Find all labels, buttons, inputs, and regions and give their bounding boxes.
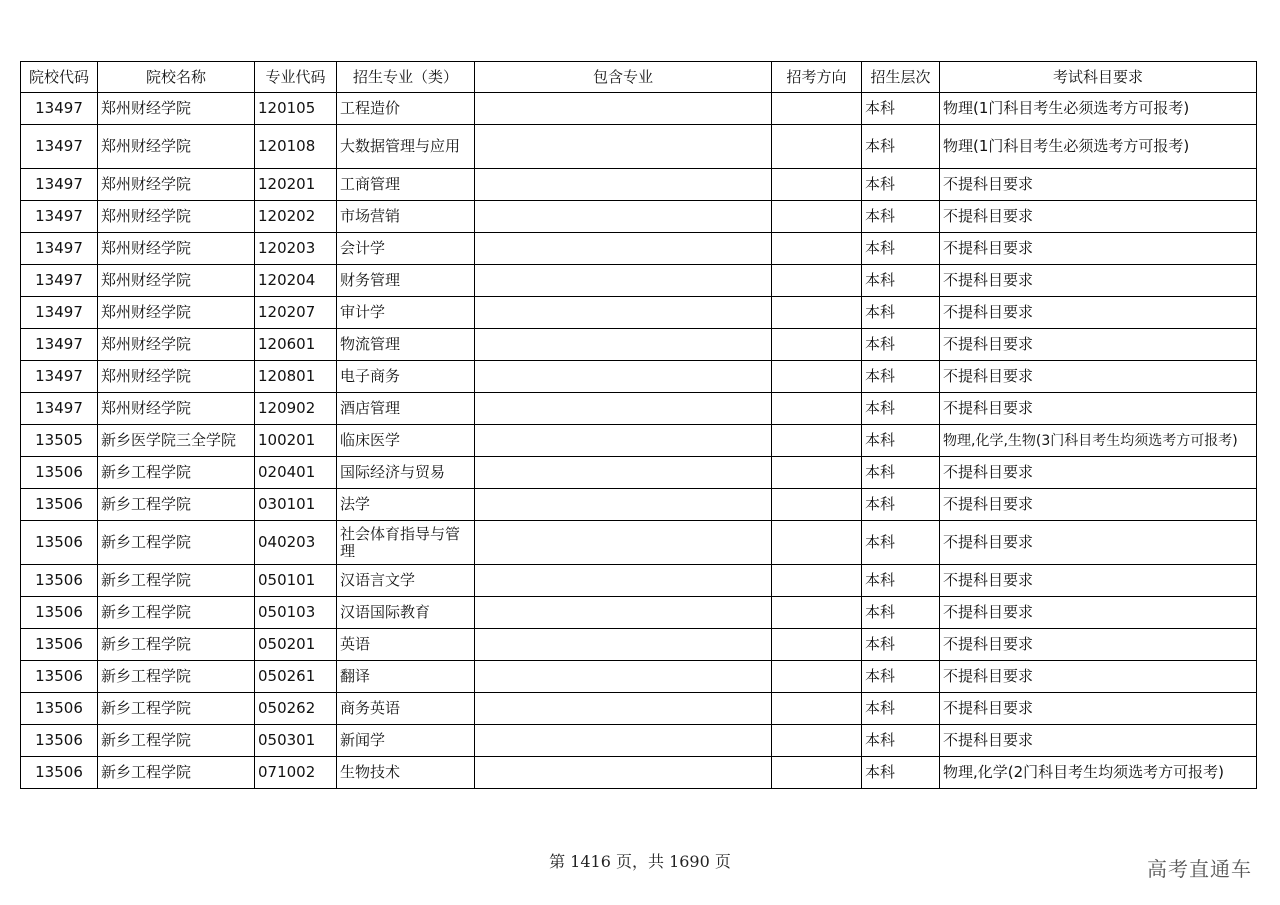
cell-included-majors xyxy=(475,201,772,233)
header-school-code: 院校代码 xyxy=(21,62,98,93)
cell-major: 会计学 xyxy=(337,233,475,265)
cell-school-name: 新乡工程学院 xyxy=(98,597,255,629)
table-row xyxy=(21,297,1257,329)
cell-included-majors xyxy=(475,725,772,757)
cell-major: 社会体育指导与管理 xyxy=(337,521,475,565)
table-row xyxy=(21,757,1257,789)
table-row xyxy=(21,725,1257,757)
cell-major: 审计学 xyxy=(337,297,475,329)
cell-direction xyxy=(772,329,862,361)
cell-level: 本科 xyxy=(862,329,940,361)
cell-level: 本科 xyxy=(862,393,940,425)
cell-direction xyxy=(772,169,862,201)
header-major-code: 专业代码 xyxy=(255,62,337,93)
cell-requirement: 不提科目要求 xyxy=(940,565,1257,597)
cell-requirement: 不提科目要求 xyxy=(940,489,1257,521)
cell-major: 酒店管理 xyxy=(337,393,475,425)
cell-level: 本科 xyxy=(862,201,940,233)
cell-school-code: 13497 xyxy=(21,361,98,393)
cell-major: 市场营销 xyxy=(337,201,475,233)
cell-school-name: 郑州财经学院 xyxy=(98,201,255,233)
cell-school-name: 郑州财经学院 xyxy=(98,297,255,329)
cell-school-name: 新乡工程学院 xyxy=(98,661,255,693)
cell-school-code: 13506 xyxy=(21,489,98,521)
cell-school-code: 13505 xyxy=(21,425,98,457)
cell-direction xyxy=(772,629,862,661)
cell-school-code: 13497 xyxy=(21,297,98,329)
cell-major-code: 120601 xyxy=(255,329,337,361)
cell-level: 本科 xyxy=(862,457,940,489)
cell-school-name: 新乡工程学院 xyxy=(98,725,255,757)
table-row xyxy=(21,329,1257,361)
cell-major-code: 120207 xyxy=(255,297,337,329)
cell-requirement: 不提科目要求 xyxy=(940,693,1257,725)
cell-included-majors xyxy=(475,169,772,201)
cell-requirement: 物理(1门科目考生必须选考方可报考) xyxy=(940,93,1257,125)
cell-requirement: 物理(1门科目考生必须选考方可报考) xyxy=(940,125,1257,169)
cell-major: 生物技术 xyxy=(337,757,475,789)
cell-requirement: 不提科目要求 xyxy=(940,597,1257,629)
cell-direction xyxy=(772,693,862,725)
cell-requirement: 不提科目要求 xyxy=(940,361,1257,393)
cell-school-name: 郑州财经学院 xyxy=(98,169,255,201)
cell-major-code: 050301 xyxy=(255,725,337,757)
table-row xyxy=(21,169,1257,201)
cell-major-code: 120801 xyxy=(255,361,337,393)
table-row xyxy=(21,233,1257,265)
cell-requirement: 不提科目要求 xyxy=(940,265,1257,297)
table-row xyxy=(21,125,1257,169)
cell-included-majors xyxy=(475,457,772,489)
cell-direction xyxy=(772,757,862,789)
cell-school-name: 郑州财经学院 xyxy=(98,125,255,169)
cell-requirement: 不提科目要求 xyxy=(940,521,1257,565)
cell-school-code: 13506 xyxy=(21,661,98,693)
cell-direction xyxy=(772,265,862,297)
cell-school-code: 13506 xyxy=(21,457,98,489)
cell-major-code: 020401 xyxy=(255,457,337,489)
cell-level: 本科 xyxy=(862,361,940,393)
cell-included-majors xyxy=(475,693,772,725)
table-row xyxy=(21,661,1257,693)
admission-table xyxy=(20,61,1257,789)
cell-level: 本科 xyxy=(862,265,940,297)
cell-direction xyxy=(772,233,862,265)
cell-level: 本科 xyxy=(862,425,940,457)
cell-school-name: 郑州财经学院 xyxy=(98,361,255,393)
cell-level: 本科 xyxy=(862,233,940,265)
cell-major: 翻译 xyxy=(337,661,475,693)
cell-included-majors xyxy=(475,265,772,297)
cell-requirement: 物理,化学,生物(3门科目考生均须选考方可报考) xyxy=(940,425,1257,457)
table-row xyxy=(21,93,1257,125)
cell-school-code: 13497 xyxy=(21,393,98,425)
cell-included-majors xyxy=(475,297,772,329)
cell-requirement: 不提科目要求 xyxy=(940,393,1257,425)
table-row xyxy=(21,265,1257,297)
cell-school-code: 13506 xyxy=(21,693,98,725)
cell-requirement: 物理,化学(2门科目考生均须选考方可报考) xyxy=(940,757,1257,789)
table-row xyxy=(21,693,1257,725)
cell-included-majors xyxy=(475,521,772,565)
cell-included-majors xyxy=(475,489,772,521)
cell-major-code: 120108 xyxy=(255,125,337,169)
watermark: 高考直通车 xyxy=(1147,857,1252,881)
header-requirement: 考试科目要求 xyxy=(940,62,1257,93)
cell-major-code: 120202 xyxy=(255,201,337,233)
cell-major-code: 120204 xyxy=(255,265,337,297)
cell-requirement: 不提科目要求 xyxy=(940,329,1257,361)
cell-major: 国际经济与贸易 xyxy=(337,457,475,489)
table-row xyxy=(21,425,1257,457)
header-included-majors: 包含专业 xyxy=(475,62,772,93)
cell-level: 本科 xyxy=(862,93,940,125)
cell-school-name: 郑州财经学院 xyxy=(98,265,255,297)
cell-level: 本科 xyxy=(862,725,940,757)
cell-direction xyxy=(772,597,862,629)
cell-included-majors xyxy=(475,425,772,457)
cell-major-code: 100201 xyxy=(255,425,337,457)
cell-school-name: 新乡工程学院 xyxy=(98,693,255,725)
cell-school-name: 新乡工程学院 xyxy=(98,521,255,565)
cell-school-name: 新乡工程学院 xyxy=(98,489,255,521)
cell-included-majors xyxy=(475,361,772,393)
cell-major: 商务英语 xyxy=(337,693,475,725)
table-row xyxy=(21,361,1257,393)
cell-major: 英语 xyxy=(337,629,475,661)
cell-direction xyxy=(772,725,862,757)
table-row xyxy=(21,565,1257,597)
cell-school-code: 13506 xyxy=(21,757,98,789)
header-school-name: 院校名称 xyxy=(98,62,255,93)
cell-direction xyxy=(772,521,862,565)
cell-major-code: 050101 xyxy=(255,565,337,597)
table-body xyxy=(21,93,1257,789)
cell-school-name: 新乡医学院三全学院 xyxy=(98,425,255,457)
cell-requirement: 不提科目要求 xyxy=(940,169,1257,201)
cell-included-majors xyxy=(475,661,772,693)
cell-direction xyxy=(772,361,862,393)
cell-level: 本科 xyxy=(862,297,940,329)
cell-major-code: 050261 xyxy=(255,661,337,693)
page-footer: 第 1416 页，共 1690 页 xyxy=(549,852,731,871)
cell-direction xyxy=(772,425,862,457)
cell-major: 汉语国际教育 xyxy=(337,597,475,629)
cell-level: 本科 xyxy=(862,125,940,169)
cell-level: 本科 xyxy=(862,693,940,725)
header-level: 招生层次 xyxy=(862,62,940,93)
cell-direction xyxy=(772,297,862,329)
cell-level: 本科 xyxy=(862,629,940,661)
cell-school-code: 13497 xyxy=(21,233,98,265)
cell-school-code: 13506 xyxy=(21,725,98,757)
cell-school-name: 新乡工程学院 xyxy=(98,565,255,597)
cell-included-majors xyxy=(475,93,772,125)
cell-school-code: 13506 xyxy=(21,629,98,661)
header-direction: 招考方向 xyxy=(772,62,862,93)
cell-school-name: 新乡工程学院 xyxy=(98,457,255,489)
cell-included-majors xyxy=(475,629,772,661)
cell-major-code: 050103 xyxy=(255,597,337,629)
table-row xyxy=(21,457,1257,489)
cell-requirement: 不提科目要求 xyxy=(940,297,1257,329)
cell-school-name: 郑州财经学院 xyxy=(98,93,255,125)
cell-major: 工商管理 xyxy=(337,169,475,201)
table-row xyxy=(21,393,1257,425)
cell-major: 大数据管理与应用 xyxy=(337,125,475,169)
cell-major: 财务管理 xyxy=(337,265,475,297)
cell-level: 本科 xyxy=(862,521,940,565)
cell-school-name: 郑州财经学院 xyxy=(98,233,255,265)
table-row xyxy=(21,629,1257,661)
cell-direction xyxy=(772,565,862,597)
table-row xyxy=(21,521,1257,565)
cell-included-majors xyxy=(475,757,772,789)
cell-major: 物流管理 xyxy=(337,329,475,361)
cell-school-code: 13506 xyxy=(21,565,98,597)
cell-direction xyxy=(772,661,862,693)
cell-direction xyxy=(772,125,862,169)
cell-direction xyxy=(772,201,862,233)
cell-major-code: 120902 xyxy=(255,393,337,425)
cell-direction xyxy=(772,457,862,489)
cell-major-code: 120105 xyxy=(255,93,337,125)
header-row xyxy=(21,62,1257,93)
cell-school-name: 新乡工程学院 xyxy=(98,757,255,789)
cell-school-code: 13497 xyxy=(21,329,98,361)
cell-level: 本科 xyxy=(862,565,940,597)
cell-school-code: 13506 xyxy=(21,521,98,565)
cell-school-code: 13497 xyxy=(21,93,98,125)
cell-included-majors xyxy=(475,125,772,169)
cell-included-majors xyxy=(475,393,772,425)
cell-requirement: 不提科目要求 xyxy=(940,457,1257,489)
cell-level: 本科 xyxy=(862,597,940,629)
cell-requirement: 不提科目要求 xyxy=(940,725,1257,757)
cell-included-majors xyxy=(475,597,772,629)
cell-included-majors xyxy=(475,565,772,597)
table-row xyxy=(21,597,1257,629)
cell-major: 汉语言文学 xyxy=(337,565,475,597)
cell-level: 本科 xyxy=(862,169,940,201)
cell-school-name: 郑州财经学院 xyxy=(98,393,255,425)
cell-requirement: 不提科目要求 xyxy=(940,629,1257,661)
cell-major-code: 030101 xyxy=(255,489,337,521)
cell-major-code: 120203 xyxy=(255,233,337,265)
cell-major-code: 120201 xyxy=(255,169,337,201)
cell-major: 临床医学 xyxy=(337,425,475,457)
table-row xyxy=(21,489,1257,521)
cell-school-code: 13497 xyxy=(21,125,98,169)
cell-direction xyxy=(772,393,862,425)
cell-major: 新闻学 xyxy=(337,725,475,757)
cell-school-name: 郑州财经学院 xyxy=(98,329,255,361)
table-row xyxy=(21,201,1257,233)
cell-major: 法学 xyxy=(337,489,475,521)
cell-major: 工程造价 xyxy=(337,93,475,125)
cell-level: 本科 xyxy=(862,757,940,789)
cell-level: 本科 xyxy=(862,489,940,521)
cell-major-code: 050201 xyxy=(255,629,337,661)
cell-included-majors xyxy=(475,329,772,361)
cell-school-code: 13497 xyxy=(21,265,98,297)
header-major: 招生专业（类） xyxy=(337,62,475,93)
cell-requirement: 不提科目要求 xyxy=(940,233,1257,265)
cell-major-code: 050262 xyxy=(255,693,337,725)
cell-major-code: 040203 xyxy=(255,521,337,565)
cell-school-name: 新乡工程学院 xyxy=(98,629,255,661)
cell-level: 本科 xyxy=(862,661,940,693)
cell-school-code: 13506 xyxy=(21,597,98,629)
cell-major: 电子商务 xyxy=(337,361,475,393)
cell-requirement: 不提科目要求 xyxy=(940,661,1257,693)
cell-direction xyxy=(772,93,862,125)
cell-school-code: 13497 xyxy=(21,169,98,201)
cell-direction xyxy=(772,489,862,521)
cell-major-code: 071002 xyxy=(255,757,337,789)
cell-school-code: 13497 xyxy=(21,201,98,233)
cell-included-majors xyxy=(475,233,772,265)
cell-requirement: 不提科目要求 xyxy=(940,201,1257,233)
